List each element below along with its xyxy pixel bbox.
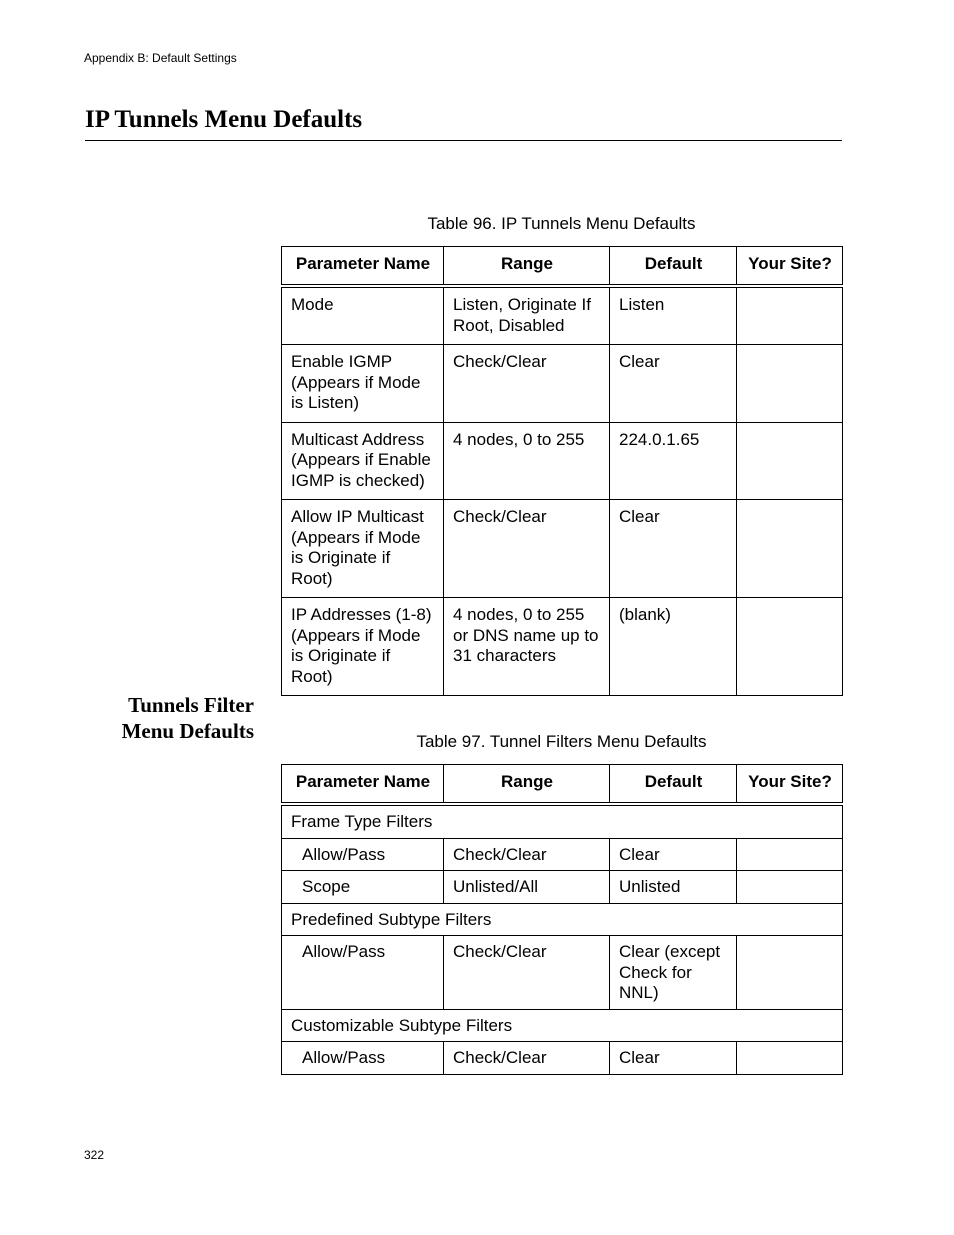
running-header: Appendix B: Default Settings [84,51,237,65]
cell-range: Listen, Originate If Root, Disabled [444,286,610,345]
table-row [282,422,843,500]
ip-tunnels-defaults-table [281,246,843,696]
cell-default: Clear [610,500,737,598]
header-default: Default [610,247,737,287]
cell-range: Check/Clear [444,838,610,871]
table-row [282,286,843,345]
header-parameter-name: Parameter Name [282,247,444,287]
table-row [282,500,843,598]
cell-your-site [737,1042,843,1075]
cell-default: Clear [610,1042,737,1075]
subsection-heading-line2: Menu Defaults [121,719,254,743]
group-label: Frame Type Filters [282,804,843,838]
table-row [282,936,843,1010]
cell-your-site [737,500,843,598]
section-title: IP Tunnels Menu Defaults [85,106,363,133]
cell-range: 4 nodes, 0 to 255 [444,422,610,500]
table-row [282,598,843,696]
cell-default: Clear [610,345,737,423]
title-rule [85,140,842,141]
cell-range: Check/Clear [444,936,610,1010]
cell-your-site [737,936,843,1010]
header-range: Range [444,247,610,287]
cell-parameter: Allow/Pass [282,1042,444,1075]
cell-parameter: IP Addresses (1-8) (Appears if Mode is Originate if Root) [282,598,444,696]
cell-default: Clear (except Check for NNL) [610,936,737,1010]
table-row [282,1042,843,1075]
cell-your-site [737,871,843,904]
cell-default: Clear [610,838,737,871]
cell-default: Unlisted [610,871,737,904]
cell-parameter: Scope [282,871,444,904]
cell-parameter: Mode [282,286,444,345]
table-96-caption: Table 96. IP Tunnels Menu Defaults [427,214,696,233]
header-your-site: Your Site? [737,765,843,805]
cell-default: Listen [610,286,737,345]
page-number: 322 [84,1148,105,1162]
table-header-row [282,247,843,287]
cell-default: 224.0.1.65 [610,422,737,500]
cell-range: 4 nodes, 0 to 255 or DNS name up to 31 characters [444,598,610,696]
cell-range: Unlisted/All [444,871,610,904]
table-97-caption: Table 97. Tunnel Filters Menu Defaults [416,732,707,751]
cell-range: Check/Clear [444,345,610,423]
cell-range: Check/Clear [444,1042,610,1075]
group-row-customizable-subtype-filters [282,1009,843,1042]
cell-parameter: Allow/Pass [282,838,444,871]
header-your-site: Your Site? [737,247,843,287]
subsection-heading-line1: Tunnels Filter [128,693,254,717]
cell-your-site [737,345,843,423]
tunnel-filters-defaults-table [281,764,843,1075]
group-label: Predefined Subtype Filters [282,903,843,936]
table-header-row [282,765,843,805]
cell-parameter: Multicast Address (Appears if Enable IGMP is checked) [282,422,444,500]
cell-your-site [737,286,843,345]
cell-your-site [737,838,843,871]
cell-your-site [737,598,843,696]
table-row [282,838,843,871]
cell-your-site [737,422,843,500]
header-default: Default [610,765,737,805]
cell-parameter: Enable IGMP (Appears if Mode is Listen) [282,345,444,423]
table-row [282,871,843,904]
cell-range: Check/Clear [444,500,610,598]
subsection-heading [100,692,254,744]
group-row-frame-type-filters [282,804,843,838]
header-parameter-name: Parameter Name [282,765,444,805]
table-row [282,345,843,423]
cell-parameter: Allow/Pass [282,936,444,1010]
cell-default: (blank) [610,598,737,696]
cell-parameter: Allow IP Multicast (Appears if Mode is Originate if Root) [282,500,444,598]
group-row-predefined-subtype-filters [282,903,843,936]
header-range: Range [444,765,610,805]
group-label: Customizable Subtype Filters [282,1009,843,1042]
